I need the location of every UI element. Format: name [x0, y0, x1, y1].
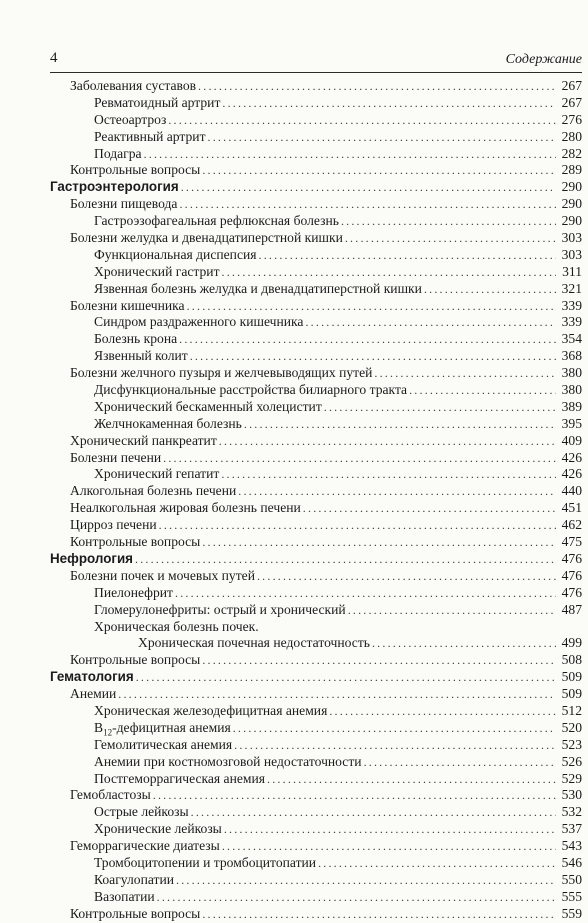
dot-leader: [157, 889, 556, 906]
dot-leader: [159, 517, 556, 534]
dot-leader: [176, 872, 556, 889]
dot-leader: [267, 771, 556, 788]
toc-entry-title: Постгеморрагическая анемия: [94, 770, 266, 786]
dot-leader: [202, 652, 556, 669]
toc-entry[interactable]: [50, 737, 582, 754]
toc-entry-title: Болезни пищевода: [70, 196, 178, 212]
toc-page-number: 290: [561, 213, 582, 229]
toc-entry-title: Хронический гастрит: [94, 263, 220, 279]
toc-entry-title: Хронические лейкозы: [94, 821, 222, 837]
toc-entry[interactable]: [50, 95, 582, 112]
toc-page-number: 451: [561, 500, 582, 516]
toc-entry-title: Язвенный колит: [94, 348, 188, 364]
dot-leader: [318, 855, 556, 872]
toc-entry-title: Коагулопатии: [94, 871, 175, 887]
toc-entry-title: Болезнь крона: [94, 331, 178, 347]
toc-entry-title: Нефрология: [50, 550, 133, 566]
toc-entry-title: Хроническая железодефицитная анемия: [94, 702, 328, 718]
toc-page-number: 290: [561, 179, 582, 195]
toc-page-number: 290: [561, 196, 582, 212]
toc-entry[interactable]: [50, 264, 582, 281]
dot-leader: [259, 247, 556, 264]
toc-page-number: 530: [561, 787, 582, 803]
toc-page-number: 339: [561, 314, 582, 330]
dot-leader: [329, 703, 556, 720]
toc-page-number: 512: [561, 702, 582, 718]
toc-entry[interactable]: [50, 348, 582, 365]
toc-page-number: 289: [561, 162, 582, 178]
toc-entry[interactable]: [50, 281, 582, 298]
toc-page-number: 543: [561, 838, 582, 854]
toc-entry[interactable]: [50, 213, 582, 230]
dot-leader: [222, 95, 556, 112]
dot-leader: [303, 500, 556, 517]
dot-leader: [208, 129, 556, 146]
dot-leader: [224, 821, 556, 838]
toc-entry[interactable]: [50, 652, 582, 669]
toc-entry-title: Контрольные вопросы: [70, 534, 201, 550]
dot-leader: [175, 585, 556, 602]
toc-entry[interactable]: [50, 314, 582, 331]
dot-leader: [179, 331, 556, 348]
dot-leader: [198, 78, 556, 95]
toc-entry[interactable]: [50, 635, 582, 652]
toc-entry-title: Контрольные вопросы: [70, 905, 201, 921]
toc-entry-title: Язвенная болезнь желудка и двенадцатиперстной кишки: [94, 280, 422, 296]
toc-entry[interactable]: [50, 112, 582, 129]
toc-page-number: 476: [561, 550, 582, 566]
toc-page-number: 475: [561, 534, 582, 550]
toc-entry[interactable]: [50, 754, 582, 771]
toc-entry-title: Неалкогольная жировая болезнь печени: [70, 500, 301, 516]
dot-leader: [233, 720, 556, 737]
toc-page-number: 523: [561, 736, 582, 752]
dot-leader: [372, 635, 556, 652]
dot-leader: [179, 196, 556, 213]
toc-page-number: 395: [561, 415, 582, 431]
dot-leader: [202, 534, 556, 551]
toc-entry-title: Хроническая почечная недостаточность: [138, 635, 370, 651]
toc-entry-title: Гломерулонефриты: острый и хронический: [94, 601, 346, 617]
toc-entry[interactable]: [50, 585, 582, 602]
dot-leader: [345, 230, 556, 247]
toc-entry[interactable]: [50, 162, 582, 179]
toc-page-number: 476: [561, 567, 582, 583]
toc-entry[interactable]: [50, 298, 582, 315]
toc-page-number: 532: [561, 804, 582, 820]
toc-page-number: 426: [561, 466, 582, 482]
toc-entry-title: Болезни кишечника: [70, 297, 185, 313]
toc-page-number: 529: [561, 770, 582, 786]
toc-page-number: 462: [561, 517, 582, 533]
toc-entry-title: Синдром раздраженного кишечника: [94, 314, 304, 330]
toc-entry-title: Гематология: [50, 669, 134, 685]
toc-entry[interactable]: [50, 365, 582, 382]
toc-page-number: 526: [561, 753, 582, 769]
toc-entry[interactable]: [50, 466, 582, 483]
toc-entry[interactable]: [50, 196, 582, 213]
toc-page-number: 555: [561, 888, 582, 904]
toc-entry[interactable]: [50, 146, 582, 163]
toc-entry-title: Гастроэнтерология: [50, 179, 179, 195]
toc-entry[interactable]: [50, 889, 582, 906]
toc-page-number: 282: [561, 145, 582, 161]
toc-entry-title: Алкогольная болезнь печени: [70, 483, 237, 499]
toc-entry-title: Хронический гепатит: [94, 466, 220, 482]
toc-page-number: 267: [561, 78, 582, 93]
dot-leader: [409, 382, 556, 399]
toc-entry[interactable]: [50, 787, 582, 804]
toc-entry[interactable]: [50, 129, 582, 146]
toc-page-number: 303: [561, 246, 582, 262]
toc-entry[interactable]: [50, 500, 582, 517]
toc-entry[interactable]: [50, 534, 582, 551]
toc-entry-title: Дисфункциональные расстройства билиарного тракта: [94, 382, 408, 398]
toc-page-number: 380: [561, 382, 582, 398]
dot-leader: [118, 686, 556, 703]
toc-entry[interactable]: [50, 450, 582, 467]
toc-page-number: 508: [561, 652, 582, 668]
dot-leader: [374, 365, 556, 382]
toc-entry[interactable]: [50, 331, 582, 348]
toc-entry-title: Хронический панкреатит: [70, 432, 217, 448]
toc-entry[interactable]: [50, 855, 582, 872]
toc-entry-title: Гастроэзофагеальная рефлюксная болезнь: [94, 213, 339, 229]
dot-leader: [153, 787, 556, 804]
dot-leader: [364, 754, 556, 771]
dot-leader: [424, 281, 556, 298]
toc-entry-title: $B_{12}$-дефицитная анемия: [94, 719, 231, 737]
toc-page-number: 440: [561, 483, 582, 499]
toc-entry-title: Функциональная диспепсия: [94, 246, 257, 262]
toc-entry[interactable]: [50, 568, 582, 585]
toc-page-number: 537: [561, 821, 582, 837]
toc-entry[interactable]: [50, 416, 582, 433]
dot-leader: [163, 450, 556, 467]
toc-page-number: 339: [561, 297, 582, 313]
dot-leader: [181, 179, 556, 196]
toc-entry[interactable]: [50, 821, 582, 838]
toc-entry[interactable]: [50, 703, 582, 720]
toc-entry-title: Болезни печени: [70, 449, 162, 465]
toc-page-number: 267: [561, 94, 582, 110]
toc-entry-title: Цирроз печени: [70, 517, 157, 533]
dot-leader: [348, 602, 556, 619]
toc-page-number: 276: [561, 111, 582, 127]
toc-entry[interactable]: [50, 686, 582, 703]
dot-leader: [187, 298, 556, 315]
toc-page-number: 520: [561, 719, 582, 735]
dot-leader: [219, 433, 556, 450]
toc-entry-title: Болезни желудка и двенадцатиперстной кишки: [70, 230, 343, 246]
toc-entry[interactable]: [50, 804, 582, 821]
toc-page-number: 409: [561, 432, 582, 448]
toc-page-number: 280: [561, 128, 582, 144]
dot-leader: [244, 416, 556, 433]
toc-entry-title: Подагра: [94, 145, 142, 161]
toc-page-number: 380: [561, 365, 582, 381]
toc-page-number: 354: [561, 331, 582, 347]
toc-entry[interactable]: [50, 399, 582, 416]
dot-leader: [168, 112, 556, 129]
toc-entry[interactable]: [50, 619, 582, 636]
toc-page-number: 559: [561, 905, 582, 921]
toc-entry[interactable]: [50, 78, 582, 95]
toc-entry-title: Остеоартроз: [94, 111, 167, 127]
toc-entry[interactable]: [50, 872, 582, 889]
toc-entry-title: Гемобластозы: [70, 787, 151, 803]
toc-page-number: 509: [561, 669, 582, 685]
toc-page-number: 303: [561, 230, 582, 246]
toc-entry[interactable]: [50, 517, 582, 534]
dot-leader: [221, 466, 556, 483]
dot-leader: [305, 314, 556, 331]
toc-page-number: 389: [561, 398, 582, 414]
toc-entry-title: Заболевания суставов: [70, 78, 197, 93]
toc-page-number: 550: [561, 871, 582, 887]
dot-leader: [136, 669, 556, 686]
toc-entry-title: Болезни почек и мочевых путей: [70, 567, 255, 583]
toc-page-number: 311: [562, 263, 582, 279]
dot-leader: [257, 568, 556, 585]
toc-entry-title: Анемии: [70, 686, 117, 702]
toc-page-number: 509: [561, 686, 582, 702]
toc-entry[interactable]: [50, 247, 582, 264]
toc-entry-title: Реактивный артрит: [94, 128, 206, 144]
toc-section-heading[interactable]: [50, 179, 582, 196]
toc-entry[interactable]: [50, 906, 582, 923]
toc-entry[interactable]: [50, 230, 582, 247]
dot-leader: [202, 906, 556, 923]
page-header: [50, 50, 582, 73]
toc-section-heading[interactable]: [50, 551, 582, 568]
page-number: 4: [50, 50, 58, 66]
toc-entry[interactable]: [50, 602, 582, 619]
dot-leader: [191, 804, 556, 821]
toc-page-number: 546: [561, 854, 582, 870]
toc-entry-title: Анемии при костномозговой недостаточности: [94, 753, 362, 769]
toc-page-number: 499: [561, 635, 582, 651]
dot-leader: [144, 146, 556, 163]
toc-entry-title: Болезни желчного пузыря и желчевыводящих путей: [70, 365, 373, 381]
toc-entry-title: Вазопатии: [94, 888, 155, 904]
dot-leader: [135, 551, 556, 568]
dot-leader: [324, 399, 556, 416]
toc-entry-title: Желчнокаменная болезнь: [94, 415, 242, 431]
dot-leader: [190, 348, 556, 365]
toc-entry-title: Контрольные вопросы: [70, 652, 201, 668]
toc-entry[interactable]: [50, 720, 582, 737]
toc-section-heading[interactable]: [50, 669, 582, 686]
toc-entry-title: Хронический бескаменный холецистит: [94, 398, 322, 414]
dot-leader: [222, 838, 556, 855]
dot-leader: [238, 483, 556, 500]
toc-entry[interactable]: [50, 771, 582, 788]
toc-entry-title: Ревматоидный артрит: [94, 94, 221, 110]
toc-entry[interactable]: [50, 483, 582, 500]
toc-entry-title: Пиелонефрит: [94, 584, 174, 600]
dot-leader: [234, 737, 556, 754]
toc-page-number: 368: [561, 348, 582, 364]
running-title: Содержание: [505, 52, 582, 67]
toc-entry-title: Острые лейкозы: [94, 804, 189, 820]
table-of-contents: [50, 78, 582, 923]
toc-entry-title: Гемолитическая анемия: [94, 736, 233, 752]
toc-page-number: 476: [561, 584, 582, 600]
dot-leader: [222, 264, 556, 281]
toc-entry[interactable]: [50, 433, 582, 450]
toc-entry[interactable]: [50, 838, 582, 855]
toc-entry-title: Хроническая болезнь почек.: [94, 618, 259, 634]
toc-page-number: 321: [561, 280, 582, 296]
dot-leader: [341, 213, 556, 230]
toc-entry[interactable]: [50, 382, 582, 399]
toc-entry-title: Геморрагические диатезы: [70, 838, 220, 854]
dot-leader: [202, 162, 556, 179]
toc-page-number: 487: [561, 601, 582, 617]
toc-page-number: 426: [561, 449, 582, 465]
toc-entry-title: Контрольные вопросы: [70, 162, 201, 178]
toc-entry-title: Тромбоцитопении и тромбоцитопатии: [94, 854, 317, 870]
